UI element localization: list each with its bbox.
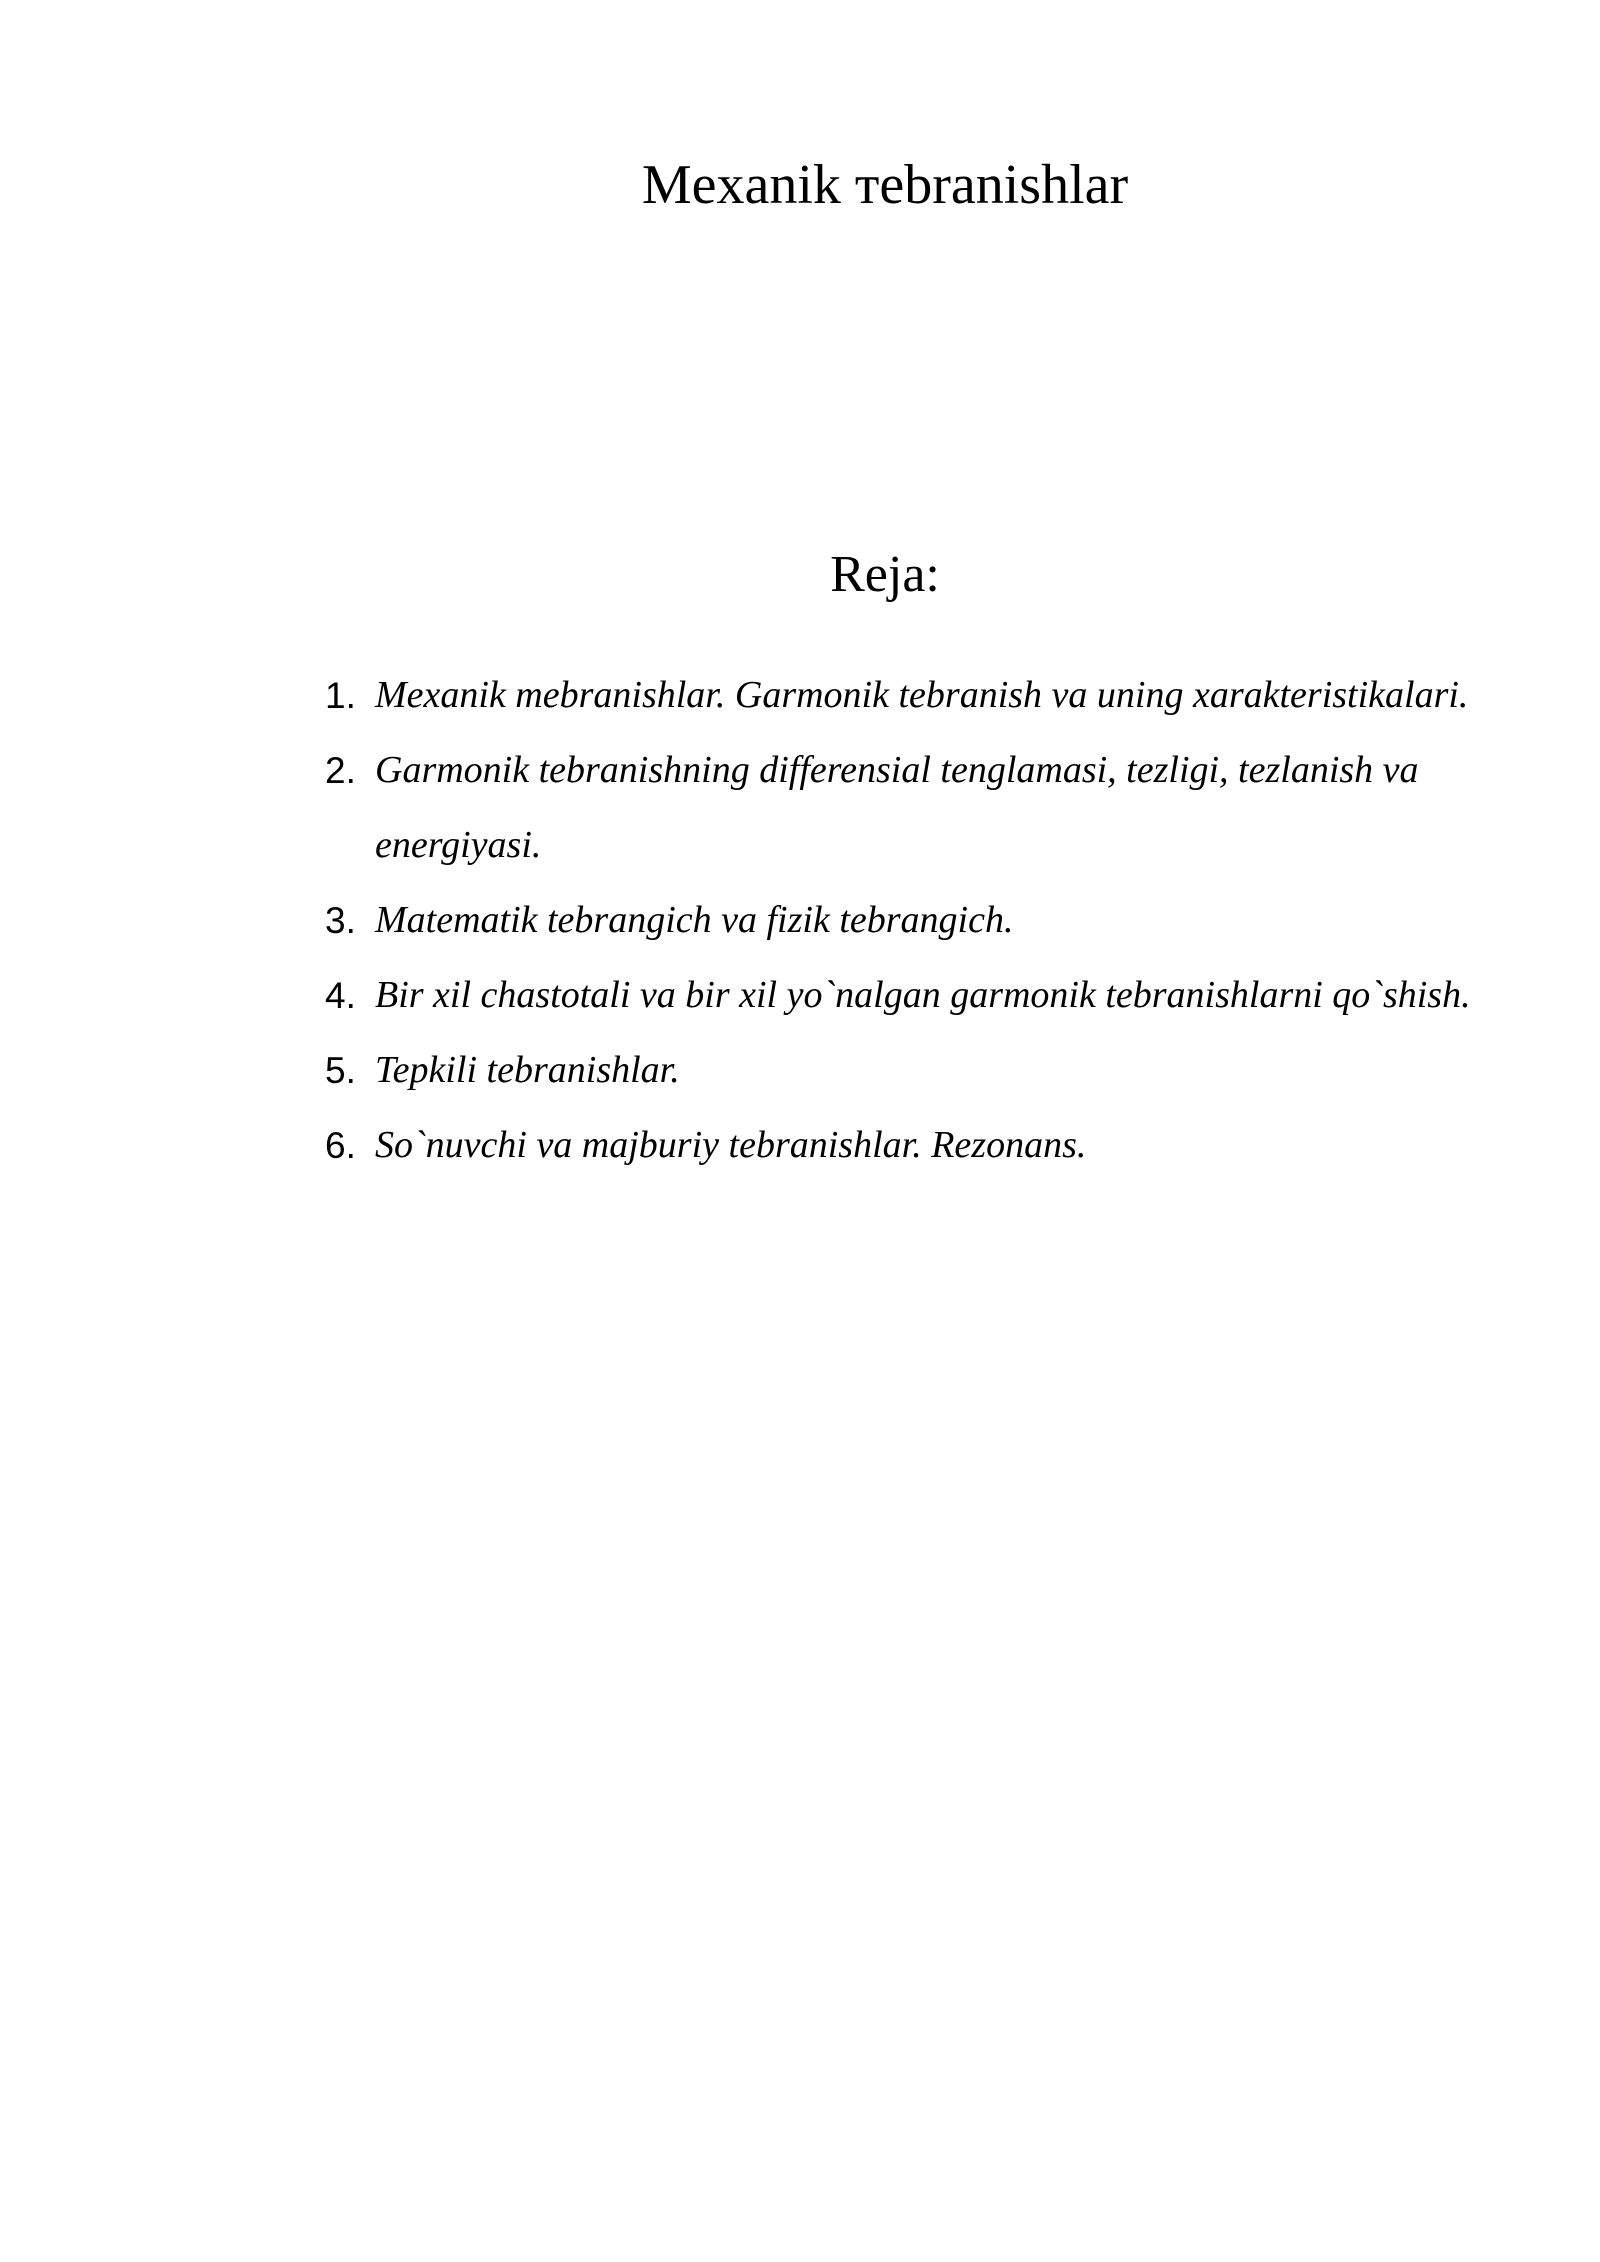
plan-item-2 <box>325 733 1505 883</box>
plan-item-text: Garmonik tebranishning differensial tenglamasi, tezligi, tezlanish va energiyasi. <box>375 749 1419 866</box>
plan-item-text: Bir xil chastotali va bir xil yo`nalgan garmonik tebranishlarni qo`shish. <box>375 974 1471 1016</box>
plan-item-text: So`nuvchi va majburiy tebranishlar. Rezonans. <box>375 1124 1087 1166</box>
plan-heading: Reja: <box>830 546 940 603</box>
plan-item-number: 1. <box>325 675 356 716</box>
plan-item-number: 5. <box>325 1050 356 1091</box>
plan-item-number: 3. <box>325 900 356 941</box>
plan-item-3 <box>325 883 1505 958</box>
plan-item-text: Mexanik mebranishlar. Garmonik tebranish va uning xarakteristikalari. <box>375 674 1469 716</box>
plan-item-text: Tepkili tebranishlar. <box>375 1049 680 1091</box>
plan-item-4 <box>325 958 1505 1033</box>
plan-item-number: 6. <box>325 1125 356 1166</box>
plan-item-6 <box>325 1108 1505 1183</box>
plan-item-text: Matematik tebrangich va fizik tebrangich. <box>375 899 1014 941</box>
plan-item-5 <box>325 1033 1505 1108</box>
document-title: Mexanik тebranishlar <box>641 154 1129 216</box>
plan-item-1 <box>325 658 1505 733</box>
plan-item-number: 4. <box>325 975 356 1016</box>
plan-item-number: 2. <box>325 750 356 791</box>
plan-list <box>325 658 1505 1183</box>
